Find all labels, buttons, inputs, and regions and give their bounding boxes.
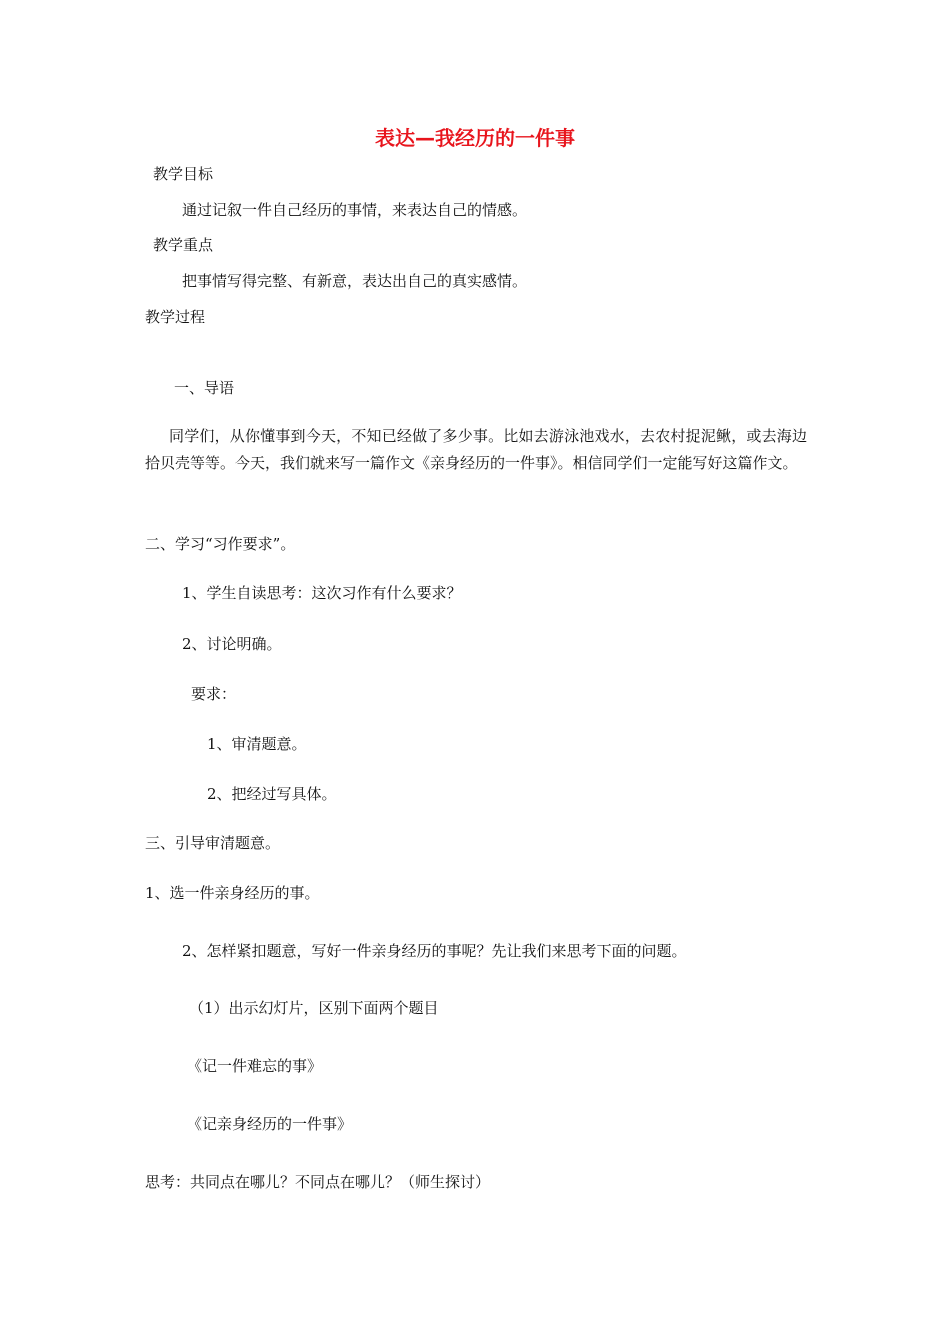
part3-item-2: 2、怎样紧扣题意，写好一件亲身经历的事呢？先让我们来思考下面的问题。 — [182, 942, 687, 960]
requirements-label: 要求： — [191, 685, 237, 703]
topic-1: 《记一件难忘的事》 — [187, 1057, 323, 1075]
document-title: 表达—我经历的一件事 — [375, 126, 575, 150]
part3-item-1: 1、选一件亲身经历的事。 — [145, 884, 320, 902]
slide-note: （1）出示幻灯片，区别下面两个题目 — [189, 999, 439, 1017]
part1-heading: 一、导语 — [174, 379, 235, 397]
part2-item-2: 2、讨论明确。 — [182, 635, 282, 653]
requirement-2: 2、把经过写具体。 — [207, 785, 337, 803]
part1-paragraph: 同学们，从你懂事到今天，不知已经做了多少事。比如去游泳池戏水，去农村捉泥鳅，或去海边拾贝壳等等。今天，我们就来写一篇作文《亲身经历的一件事》。相信同学们一定能写好这篇作文。 — [145, 427, 807, 472]
process-heading: 教学过程 — [145, 308, 206, 326]
part2-item-1: 1、学生自读思考：这次习作有什么要求？ — [182, 584, 462, 602]
focus-text: 把事情写得完整、有新意，表达出自己的真实感情。 — [182, 272, 528, 290]
requirement-1: 1、审清题意。 — [207, 735, 307, 753]
topic-2: 《记亲身经历的一件事》 — [187, 1115, 353, 1133]
part2-heading: 二、学习“习作要求”。 — [145, 535, 296, 553]
focus-heading: 教学重点 — [153, 236, 214, 254]
goal-text: 通过记叙一件自己经历的事情，来表达自己的情感。 — [182, 201, 528, 219]
part3-heading: 三、引导审清题意。 — [145, 834, 281, 852]
think-question: 思考：共同点在哪儿？不同点在哪儿？（师生探讨） — [145, 1173, 491, 1191]
goal-heading: 教学目标 — [153, 165, 214, 183]
